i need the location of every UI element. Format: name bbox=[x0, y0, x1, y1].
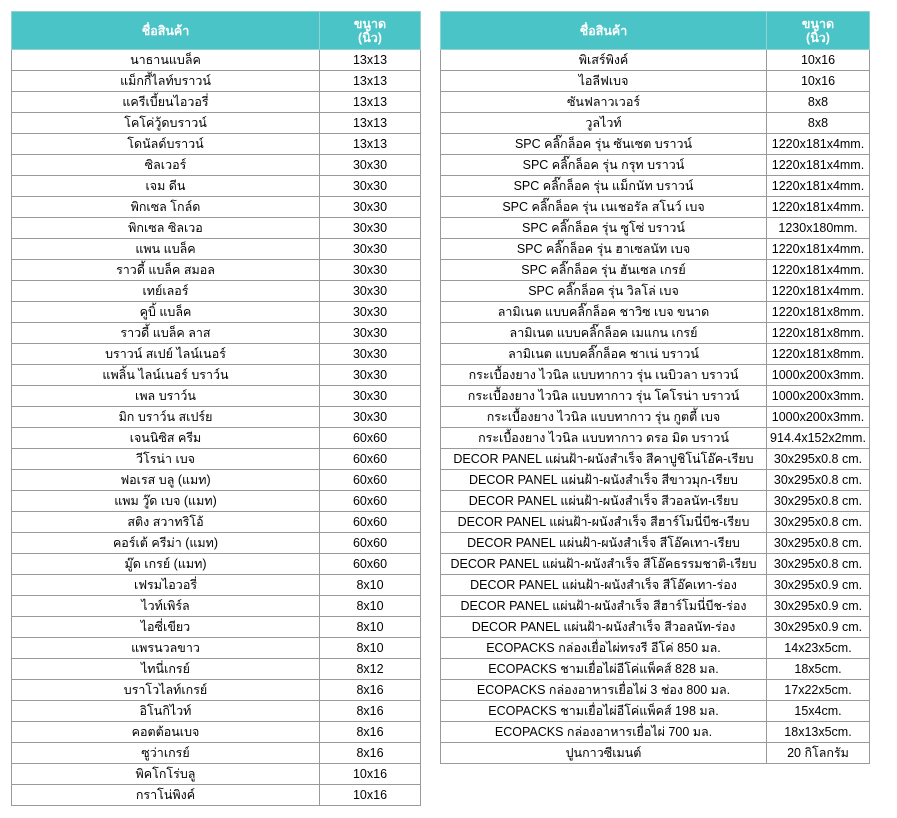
table-row bbox=[441, 491, 870, 512]
product-size-cell: 30x295x0.8 cm. bbox=[767, 470, 870, 491]
product-name-cell: แพรนวลขาว bbox=[12, 638, 320, 659]
product-size-cell: 1000x200x3mm. bbox=[767, 386, 870, 407]
product-size-cell: 30x30 bbox=[320, 302, 421, 323]
product-size-cell: 15x4cm. bbox=[767, 701, 870, 722]
table-row bbox=[12, 365, 421, 386]
product-name-cell: แครีเบี้ยนไอวอรี่ bbox=[12, 92, 320, 113]
table-row bbox=[441, 92, 870, 113]
header-size-unit: (นิ้ว) bbox=[358, 30, 382, 45]
product-name-cell: SPC คลิ๊กล็อค รุ่น วิลโล่ เบจ bbox=[441, 281, 767, 302]
product-name-cell: แม็กกี้ไลท์บราวน์ bbox=[12, 71, 320, 92]
table-row bbox=[441, 365, 870, 386]
table-row bbox=[441, 407, 870, 428]
product-name-cell: DECOR PANEL แผ่นฝ้า-ผนังสำเร็จ สีฮาร์โมนี่บีช-เรียบ bbox=[441, 512, 767, 533]
product-size-cell: 60x60 bbox=[320, 428, 421, 449]
product-name-cell: แพน แบล็ค bbox=[12, 239, 320, 260]
table-row bbox=[12, 218, 421, 239]
table-row bbox=[12, 659, 421, 680]
table-row bbox=[12, 302, 421, 323]
table-row bbox=[12, 701, 421, 722]
product-name-cell: DECOR PANEL แผ่นฝ้า-ผนังสำเร็จ สีโอ๊คเทา-ร่อง bbox=[441, 575, 767, 596]
product-name-cell: เจม ดีน bbox=[12, 176, 320, 197]
product-name-cell: ลามิเนต แบบคลิ๊กล็อค เมแกน เกรย์ bbox=[441, 323, 767, 344]
product-size-cell: 10x16 bbox=[320, 764, 421, 785]
product-size-cell: 17x22x5cm. bbox=[767, 680, 870, 701]
product-name-cell: พิกเซล ซิลเวอ bbox=[12, 218, 320, 239]
product-name-cell: กระเบื้องยาง ไวนิล แบบทากาว รุ่น โคโรน่า บราวน์ bbox=[441, 386, 767, 407]
product-size-cell: 30x295x0.9 cm. bbox=[767, 617, 870, 638]
table-row bbox=[12, 281, 421, 302]
product-size-cell: 1220x181x4mm. bbox=[767, 134, 870, 155]
product-name-cell: ลามิเนต แบบคลิ๊กล็อค ชาเน่ บราวน์ bbox=[441, 344, 767, 365]
table-row bbox=[441, 197, 870, 218]
table-row bbox=[441, 323, 870, 344]
table-row bbox=[12, 407, 421, 428]
product-name-cell: ECOPACKS กล่องอาหารเยื่อไผ่ 700 มล. bbox=[441, 722, 767, 743]
product-name-cell: DECOR PANEL แผ่นฝ้า-ผนังสำเร็จ สีวอลนัท-เรียบ bbox=[441, 491, 767, 512]
table-row bbox=[12, 722, 421, 743]
product-size-cell: 60x60 bbox=[320, 512, 421, 533]
product-size-cell: 8x12 bbox=[320, 659, 421, 680]
product-name-cell: ECOPACKS ชามเยื่อไผ่อีโค่แพ็คส์ 198 มล. bbox=[441, 701, 767, 722]
product-name-cell: บราวน์ สเปย์ ไลน์เนอร์ bbox=[12, 344, 320, 365]
table-row bbox=[12, 71, 421, 92]
table-row bbox=[12, 50, 421, 71]
product-name-cell: คอร์เต้ ครีม่า (แมท) bbox=[12, 533, 320, 554]
product-size-cell: 30x30 bbox=[320, 365, 421, 386]
product-name-cell: คอตต้อนเบจ bbox=[12, 722, 320, 743]
product-size-cell: 30x30 bbox=[320, 386, 421, 407]
table-row bbox=[441, 113, 870, 134]
product-size-cell: 1220x181x4mm. bbox=[767, 260, 870, 281]
product-size-cell: 30x295x0.8 cm. bbox=[767, 449, 870, 470]
product-name-cell: ECOPACKS ชามเยื่อไผ่อีโค่แพ็คส์ 828 มล. bbox=[441, 659, 767, 680]
product-size-cell: 18x13x5cm. bbox=[767, 722, 870, 743]
table-row bbox=[441, 239, 870, 260]
product-size-cell: 60x60 bbox=[320, 554, 421, 575]
product-name-cell: พิคโกโร่บลู bbox=[12, 764, 320, 785]
product-size-cell: 20 กิโลกรัม bbox=[767, 743, 870, 764]
product-name-cell: ไอลีฟเบจ bbox=[441, 71, 767, 92]
product-name-cell: ซันฟลาวเวอร์ bbox=[441, 92, 767, 113]
product-name-cell: มิก บราว์น สเปร์ย bbox=[12, 407, 320, 428]
table-row bbox=[441, 50, 870, 71]
table-row bbox=[12, 680, 421, 701]
table-row bbox=[441, 218, 870, 239]
product-size-cell: 30x30 bbox=[320, 407, 421, 428]
product-size-cell: 8x10 bbox=[320, 575, 421, 596]
header-row bbox=[12, 12, 421, 50]
product-name-cell: พิกเซล โกล์ด bbox=[12, 197, 320, 218]
product-size-cell: 30x30 bbox=[320, 239, 421, 260]
product-name-cell: DECOR PANEL แผ่นฝ้า-ผนังสำเร็จ สีวอลนัท-ร่อง bbox=[441, 617, 767, 638]
product-name-cell: ECOPACKS กล่องเยื่อไผ่ทรงรี อีโค่ 850 มล. bbox=[441, 638, 767, 659]
product-name-cell: แพม วู๊ด เบจ (แมท) bbox=[12, 491, 320, 512]
table-row bbox=[12, 554, 421, 575]
product-name-cell: มู๊ด เกรย์ (แมท) bbox=[12, 554, 320, 575]
table-row bbox=[12, 785, 421, 806]
product-name-cell: พิเสร์พิงค์ bbox=[441, 50, 767, 71]
table-row bbox=[12, 323, 421, 344]
product-size-cell: 1220x181x8mm. bbox=[767, 323, 870, 344]
product-size-cell: 8x16 bbox=[320, 680, 421, 701]
product-name-cell: ไอซี่เขียว bbox=[12, 617, 320, 638]
product-name-cell: DECOR PANEL แผ่นฝ้า-ผนังสำเร็จ สีโอ๊คเทา-เรียบ bbox=[441, 533, 767, 554]
table-row bbox=[441, 596, 870, 617]
product-name-cell: DECOR PANEL แผ่นฝ้า-ผนังสำเร็จ สีฮาร์โมนี่บีช-ร่อง bbox=[441, 596, 767, 617]
product-size-cell: 30x295x0.9 cm. bbox=[767, 575, 870, 596]
table-row bbox=[441, 701, 870, 722]
table-row bbox=[441, 470, 870, 491]
table-row bbox=[12, 344, 421, 365]
product-name-cell: ซิลเวอร์ bbox=[12, 155, 320, 176]
table-row bbox=[12, 596, 421, 617]
product-size-cell: 30x30 bbox=[320, 260, 421, 281]
table-row bbox=[12, 260, 421, 281]
table-row bbox=[12, 470, 421, 491]
product-name-cell: SPC คลิ๊กล็อค รุ่น แม็กนัท บราวน์ bbox=[441, 176, 767, 197]
product-name-cell: SPC คลิ๊กล็อค รุ่น ฮาเซลนัท เบจ bbox=[441, 239, 767, 260]
product-name-cell: เฟรมไอวอรี่ bbox=[12, 575, 320, 596]
product-size-cell: 8x16 bbox=[320, 743, 421, 764]
product-name-cell: นาธานแบล็ค bbox=[12, 50, 320, 71]
product-size-cell: 60x60 bbox=[320, 533, 421, 554]
table-row bbox=[12, 449, 421, 470]
table-row bbox=[441, 512, 870, 533]
table-row bbox=[441, 71, 870, 92]
header-size-label: ขนาด bbox=[801, 16, 835, 31]
table-row bbox=[441, 659, 870, 680]
product-size-cell: 30x30 bbox=[320, 344, 421, 365]
product-size-cell: 8x10 bbox=[320, 596, 421, 617]
product-name-cell: เจนนิซิส ครีม bbox=[12, 428, 320, 449]
product-size-cell: 30x30 bbox=[320, 176, 421, 197]
table-row bbox=[12, 197, 421, 218]
product-name-cell: กราโน่พิงค์ bbox=[12, 785, 320, 806]
product-name-cell: อิโนกิไวท์ bbox=[12, 701, 320, 722]
table-row bbox=[12, 491, 421, 512]
product-name-cell: SPC คลิ๊กล็อค รุ่น ฮันเซล เกรย์ bbox=[441, 260, 767, 281]
header-product-name: ชื่อสินค้า bbox=[441, 12, 767, 50]
table-row bbox=[441, 680, 870, 701]
table-row bbox=[441, 155, 870, 176]
product-size-cell: 10x16 bbox=[320, 785, 421, 806]
product-size-cell: 10x16 bbox=[767, 50, 870, 71]
table-row bbox=[441, 386, 870, 407]
product-size-cell: 30x295x0.8 cm. bbox=[767, 512, 870, 533]
product-name-cell: ฟอเรส บลู (แมท) bbox=[12, 470, 320, 491]
table-row bbox=[441, 302, 870, 323]
product-size-cell: 914.4x152x2mm. bbox=[767, 428, 870, 449]
table-row bbox=[441, 260, 870, 281]
product-size-cell: 1230x180mm. bbox=[767, 218, 870, 239]
table-row bbox=[441, 134, 870, 155]
product-name-cell: SPC คลิ๊กล็อค รุ่น ซันเซต บราวน์ bbox=[441, 134, 767, 155]
product-name-cell: เทย์เลอร์ bbox=[12, 281, 320, 302]
product-size-cell: 8x8 bbox=[767, 113, 870, 134]
product-name-cell: วูลไวท์ bbox=[441, 113, 767, 134]
product-name-cell: ซูว่าเกรย์ bbox=[12, 743, 320, 764]
table-row bbox=[12, 176, 421, 197]
table-row bbox=[12, 743, 421, 764]
product-table-left bbox=[11, 11, 421, 806]
product-size-cell: 30x30 bbox=[320, 155, 421, 176]
product-name-cell: บราโวไลท์เกรย์ bbox=[12, 680, 320, 701]
product-size-cell: 8x16 bbox=[320, 722, 421, 743]
product-size-cell: 60x60 bbox=[320, 470, 421, 491]
product-size-cell: 1220x181x4mm. bbox=[767, 239, 870, 260]
table-row bbox=[441, 428, 870, 449]
product-name-cell: ไทนี่เกรย์ bbox=[12, 659, 320, 680]
product-size-cell: 60x60 bbox=[320, 449, 421, 470]
product-size-cell: 1220x181x4mm. bbox=[767, 197, 870, 218]
product-size-cell: 30x30 bbox=[320, 197, 421, 218]
table-row bbox=[12, 113, 421, 134]
product-size-cell: 14x23x5cm. bbox=[767, 638, 870, 659]
product-name-cell: ลามิเนต แบบคลิ๊กล็อค ชาวิซ เบจ ขนาด bbox=[441, 302, 767, 323]
product-size-cell: 1000x200x3mm. bbox=[767, 407, 870, 428]
product-name-cell: กระเบื้องยาง ไวนิล แบบทากาว ดรอ มิด บราวน์ bbox=[441, 428, 767, 449]
product-name-cell: แพลิ้น ไลน์เนอร์ บราว์น bbox=[12, 365, 320, 386]
product-size-cell: 10x16 bbox=[767, 71, 870, 92]
table-row bbox=[441, 554, 870, 575]
product-name-cell: SPC คลิ๊กล็อค รุ่น กรุท บราวน์ bbox=[441, 155, 767, 176]
product-name-cell: SPC คลิ๊กล็อค รุ่น เนเชอรัล สโนว์ เบจ bbox=[441, 197, 767, 218]
table-row bbox=[12, 386, 421, 407]
product-name-cell: กระเบื้องยาง ไวนิล แบบทากาว รุ่น เนบิวลา บราวน์ bbox=[441, 365, 767, 386]
product-size-cell: 1220x181x8mm. bbox=[767, 344, 870, 365]
product-name-cell: โดนัลด์บราวน์ bbox=[12, 134, 320, 155]
header-product-name: ชื่อสินค้า bbox=[12, 12, 320, 50]
table-row bbox=[12, 764, 421, 785]
product-size-cell: 8x10 bbox=[320, 617, 421, 638]
table-row bbox=[441, 176, 870, 197]
table-row bbox=[441, 281, 870, 302]
table-row bbox=[12, 533, 421, 554]
product-size-cell: 1220x181x4mm. bbox=[767, 281, 870, 302]
table-row bbox=[441, 533, 870, 554]
table-row bbox=[441, 743, 870, 764]
table-row bbox=[12, 617, 421, 638]
product-size-cell: 30x295x0.8 cm. bbox=[767, 533, 870, 554]
product-size-cell: 13x13 bbox=[320, 92, 421, 113]
product-name-cell: ปูนกาวซีเมนต์ bbox=[441, 743, 767, 764]
header-row bbox=[441, 12, 870, 50]
product-name-cell: ราวดี้ แบล็ค ลาส bbox=[12, 323, 320, 344]
product-table-left-body bbox=[12, 50, 421, 806]
product-name-cell: วีโรน่า เบจ bbox=[12, 449, 320, 470]
product-name-cell: DECOR PANEL แผ่นฝ้า-ผนังสำเร็จ สีโอ๊คธรรมชาติ-เรียบ bbox=[441, 554, 767, 575]
product-size-cell: 30x30 bbox=[320, 281, 421, 302]
product-name-cell: ราวดี้ แบล็ค สมอล bbox=[12, 260, 320, 281]
product-size-cell: 8x8 bbox=[767, 92, 870, 113]
header-size bbox=[320, 12, 421, 50]
product-name-cell: DECOR PANEL แผ่นฝ้า-ผนังสำเร็จ สีขาวมุก-เรียบ bbox=[441, 470, 767, 491]
table-row bbox=[12, 512, 421, 533]
product-size-cell: 30x30 bbox=[320, 323, 421, 344]
table-row bbox=[12, 638, 421, 659]
product-size-cell: 1000x200x3mm. bbox=[767, 365, 870, 386]
product-size-cell: 8x10 bbox=[320, 638, 421, 659]
product-size-cell: 13x13 bbox=[320, 71, 421, 92]
product-name-cell: โคโค่วู้ดบราวน์ bbox=[12, 113, 320, 134]
product-size-cell: 1220x181x8mm. bbox=[767, 302, 870, 323]
product-size-cell: 30x30 bbox=[320, 218, 421, 239]
table-row bbox=[12, 92, 421, 113]
product-size-cell: 30x295x0.9 cm. bbox=[767, 596, 870, 617]
product-size-cell: 60x60 bbox=[320, 491, 421, 512]
table-row bbox=[441, 722, 870, 743]
product-name-cell: ไวท์เพิร์ล bbox=[12, 596, 320, 617]
product-size-cell: 18x5cm. bbox=[767, 659, 870, 680]
product-table-right bbox=[440, 11, 870, 764]
table-row bbox=[441, 617, 870, 638]
product-size-cell: 1220x181x4mm. bbox=[767, 155, 870, 176]
product-name-cell: ECOPACKS กล่องอาหารเยื่อไผ่ 3 ช่อง 800 มล. bbox=[441, 680, 767, 701]
product-size-cell: 1220x181x4mm. bbox=[767, 176, 870, 197]
product-size-cell: 30x295x0.8 cm. bbox=[767, 554, 870, 575]
table-row bbox=[441, 344, 870, 365]
table-row bbox=[12, 155, 421, 176]
table-row bbox=[441, 575, 870, 596]
product-name-cell: DECOR PANEL แผ่นฝ้า-ผนังสำเร็จ สีคาปูชิโน่โอ๊ค-เรียบ bbox=[441, 449, 767, 470]
table-row bbox=[441, 449, 870, 470]
table-row bbox=[441, 638, 870, 659]
product-size-cell: 13x13 bbox=[320, 134, 421, 155]
product-size-cell: 13x13 bbox=[320, 50, 421, 71]
product-name-cell: เพล บราว์น bbox=[12, 386, 320, 407]
header-size bbox=[767, 12, 870, 50]
product-table-right-body bbox=[441, 50, 870, 764]
product-name-cell: SPC คลิ๊กล็อค รุ่น ซูโซ่ บราวน์ bbox=[441, 218, 767, 239]
product-size-cell: 30x295x0.8 cm. bbox=[767, 491, 870, 512]
product-name-cell: คูบิ้ แบล็ค bbox=[12, 302, 320, 323]
header-size-unit: (นิ้ว) bbox=[806, 30, 830, 45]
table-row bbox=[12, 134, 421, 155]
product-name-cell: กระเบื้องยาง ไวนิล แบบทากาว รุ่น กูตตี้ เบจ bbox=[441, 407, 767, 428]
product-name-cell: สติง สวาทริโอ้ bbox=[12, 512, 320, 533]
product-size-cell: 13x13 bbox=[320, 113, 421, 134]
table-row bbox=[12, 575, 421, 596]
header-size-label: ขนาด bbox=[353, 16, 387, 31]
table-row bbox=[12, 239, 421, 260]
product-size-cell: 8x16 bbox=[320, 701, 421, 722]
table-row bbox=[12, 428, 421, 449]
